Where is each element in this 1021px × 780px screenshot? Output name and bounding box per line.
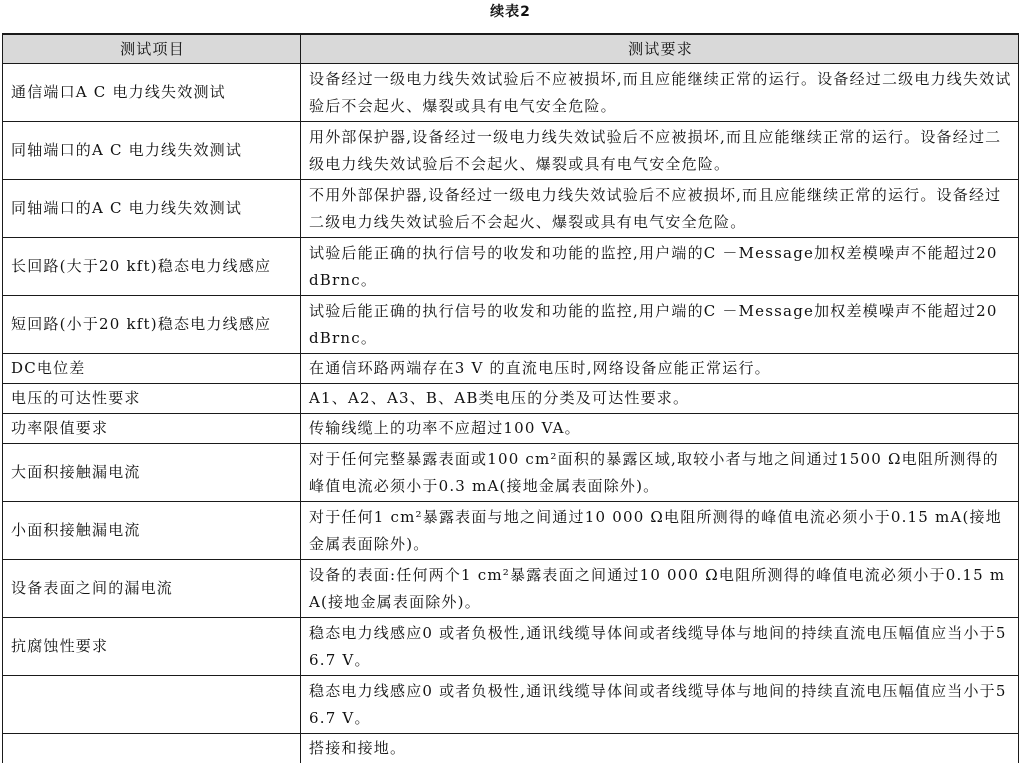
test-item-cell [3,676,301,734]
table-row [3,444,1019,502]
test-item-cell [3,734,301,764]
test-item-cell: 长回路(大于20 kft)稳态电力线感应 [3,238,301,296]
requirement-cell: 稳态电力线感应0 或者负极性,通讯线缆导体间或者线缆导体与地间的持续直流电压幅值应当小于56.7 V。 [301,618,1019,676]
header-test-requirement: 测试要求 [301,34,1019,64]
test-item-cell: 大面积接触漏电流 [3,444,301,502]
table-header-row [3,34,1019,64]
test-item-cell: 设备表面之间的漏电流 [3,560,301,618]
requirement-cell: 在通信环路两端存在3 V 的直流电压时,网络设备应能正常运行。 [301,354,1019,384]
table-row [3,618,1019,676]
table-row [3,354,1019,384]
requirement-cell: 试验后能正确的执行信号的收发和功能的监控,用户端的C －Message加权差模噪声不能超过20 dBrnc。 [301,296,1019,354]
test-item-cell: 短回路(小于20 kft)稳态电力线感应 [3,296,301,354]
test-item-cell: 通信端口A C 电力线失效测试 [3,64,301,122]
table-row [3,180,1019,238]
requirement-cell: 对于任何1 cm²暴露表面与地之间通过10 000 Ω电阻所测得的峰值电流必须小于0.15 mA(接地金属表面除外)。 [301,502,1019,560]
requirement-cell: 用外部保护器,设备经过一级电力线失效试验后不应被损坏,而且应能继续正常的运行。设备经过二级电力线失效试验后不会起火、爆裂或具有电气安全危险。 [301,122,1019,180]
test-item-cell: 电压的可达性要求 [3,384,301,414]
requirement-cell: 稳态电力线感应0 或者负极性,通讯线缆导体间或者线缆导体与地间的持续直流电压幅值应当小于56.7 V。 [301,676,1019,734]
table-row [3,238,1019,296]
requirement-cell: 不用外部保护器,设备经过一级电力线失效试验后不应被损坏,而且应能继续正常的运行。设备经过二级电力线失效试验后不会起火、爆裂或具有电气安全危险。 [301,180,1019,238]
test-item-cell: 抗腐蚀性要求 [3,618,301,676]
table-row [3,384,1019,414]
requirement-cell: 对于任何完整暴露表面或100 cm²面积的暴露区域,取较小者与地之间通过1500 Ω电阻所测得的峰值电流必须小于0.3 mA(接地金属表面除外)。 [301,444,1019,502]
requirement-cell: 试验后能正确的执行信号的收发和功能的监控,用户端的C －Message加权差模噪声不能超过20 dBrnc。 [301,238,1019,296]
requirement-cell: 设备经过一级电力线失效试验后不应被损坏,而且应能继续正常的运行。设备经过二级电力线失效试验后不会起火、爆裂或具有电气安全危险。 [301,64,1019,122]
requirement-cell: 设备的表面:任何两个1 cm²暴露表面之间通过10 000 Ω电阻所测得的峰值电流必须小于0.15 mA(接地金属表面除外)。 [301,560,1019,618]
requirement-cell: 搭接和接地。 [301,734,1019,764]
table-row [3,64,1019,122]
header-test-item: 测试项目 [3,34,301,64]
requirement-cell: 传输线缆上的功率不应超过100 VA。 [301,414,1019,444]
table-caption: 续表2 [490,4,531,20]
requirement-cell: A1、A2、A3、B、AB类电压的分类及可达性要求。 [301,384,1019,414]
table-row [3,122,1019,180]
test-item-cell: 同轴端口的A C 电力线失效测试 [3,122,301,180]
table-row [3,502,1019,560]
spec-table [2,33,1019,763]
table-row [3,414,1019,444]
table-row [3,560,1019,618]
test-item-cell: 功率限值要求 [3,414,301,444]
table-row [3,296,1019,354]
table-row [3,676,1019,734]
table-row [3,734,1019,764]
test-item-cell: 小面积接触漏电流 [3,502,301,560]
test-item-cell: DC电位差 [3,354,301,384]
test-item-cell: 同轴端口的A C 电力线失效测试 [3,180,301,238]
